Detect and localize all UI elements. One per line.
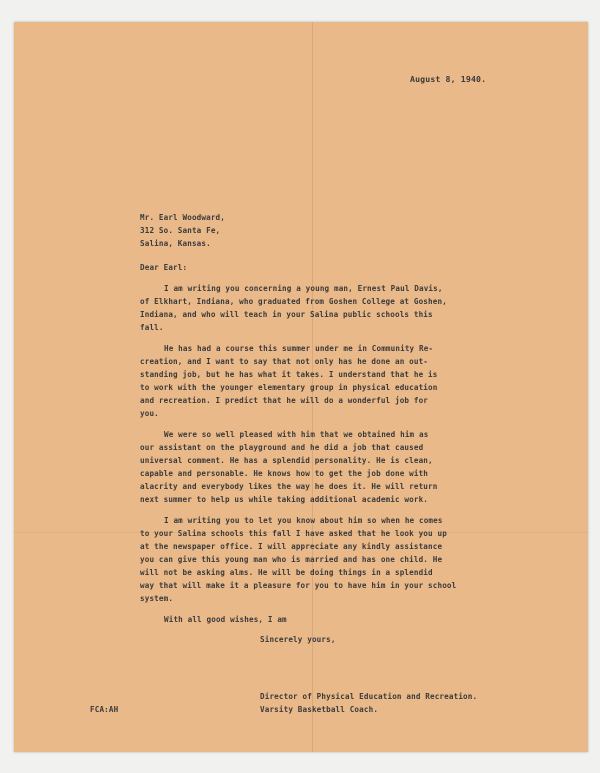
salutation: Dear Earl: xyxy=(140,263,188,272)
paragraph-4-line-6: way that will make it a pleasure for you to have him in your school xyxy=(140,581,457,590)
paragraph-2-line-2: creation, and I want to say that not only has he done an out- xyxy=(140,357,429,366)
paragraph-4-line-3: at the newspaper office. I will appreciate any kindly assistance xyxy=(140,542,443,551)
signature-title-1: Director of Physical Education and Recreation. xyxy=(260,692,478,701)
recipient-name: Mr. Earl Woodward, xyxy=(140,213,225,222)
paragraph-2-line-1: He has had a course this summer under me in Community Re- xyxy=(164,344,434,353)
typist-initials: FCA:AH xyxy=(90,705,119,714)
paragraph-4-line-1: I am writing you to let you know about him so when he comes xyxy=(164,516,443,525)
paragraph-1-line-3: Indiana, and who will teach in your Salina public schools this xyxy=(140,310,433,319)
letter-sheet xyxy=(14,22,588,752)
recipient-street: 312 So. Santa Fe, xyxy=(140,226,221,235)
paragraph-2-line-3: standing job, but he has what it takes. I understand that he is xyxy=(140,370,438,379)
paragraph-3-line-1: We were so well pleased with him that we obtained him as xyxy=(164,430,429,439)
letter-body xyxy=(14,22,588,752)
paragraph-4-line-2: to your Salina schools this fall I have asked that he look you up xyxy=(140,529,447,538)
signature-title-2: Varsity Basketball Coach. xyxy=(260,705,379,714)
paragraph-3-line-6: next summer to help us while taking additional academic work. xyxy=(140,495,429,504)
paragraph-1-line-1: I am writing you concerning a young man, Ernest Paul Davis, xyxy=(164,284,443,293)
paragraph-1-line-2: of Elkhart, Indiana, who graduated from Goshen College at Goshen, xyxy=(140,297,447,306)
paragraph-3-line-4: capable and personable. He knows how to get the job done with xyxy=(140,469,429,478)
paragraph-3-line-5: alacrity and everybody likes the way he does it. He will return xyxy=(140,482,438,491)
recipient-city: Salina, Kansas. xyxy=(140,239,211,248)
paragraph-2-line-6: you. xyxy=(140,409,159,418)
paragraph-2-line-5: and recreation. I predict that he will do a wonderful job for xyxy=(140,396,429,405)
paragraph-3-line-3: universal comment. He has a splendid personality. He is clean, xyxy=(140,456,433,465)
paragraph-4-line-7: system. xyxy=(140,594,174,603)
paragraph-1-line-4: fall. xyxy=(140,323,164,332)
closing-remark: With all good wishes, I am xyxy=(164,615,287,624)
closing: Sincerely yours, xyxy=(260,635,336,644)
paragraph-2-line-4: to work with the younger elementary group in physical education xyxy=(140,383,438,392)
letter-date: August 8, 1940. xyxy=(410,74,487,84)
paragraph-3-line-2: our assistant on the playground and he did a job that caused xyxy=(140,443,424,452)
paragraph-4-line-5: will not be asking alms. He will be doing things in a splendid xyxy=(140,568,433,577)
paragraph-4-line-4: you can give this young man who is married and has one child. He xyxy=(140,555,443,564)
